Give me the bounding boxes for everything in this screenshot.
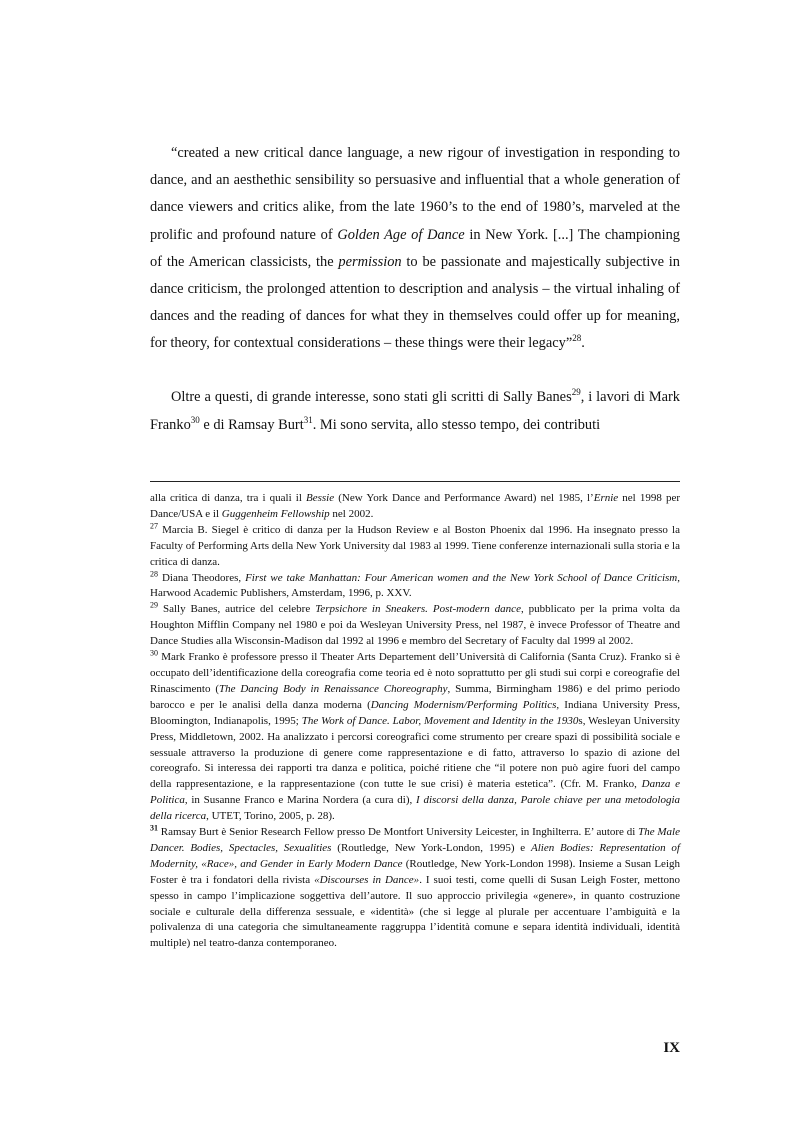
footnote-separator	[150, 481, 680, 482]
footnote-continuation	[150, 491, 680, 523]
footnote-italic: The Male Dancer. Bodies, Spectacles, Sexualities	[150, 826, 680, 854]
footnote-30	[150, 650, 680, 825]
paragraph-text: e di Ramsay Burt	[199, 417, 304, 433]
footnote-text: Diana Theodores,	[158, 571, 246, 584]
quote-italic-golden-age: Golden Age of Dance	[337, 226, 465, 243]
footnote-italic: Dancing Modernism/Performing Politics,	[370, 698, 560, 711]
footnote-text: Ramsay Burt è Senior Research Fellow presso De Montfort University Leicester, in Inghilterra. E’ autore di	[158, 826, 639, 839]
footnote-number: 27	[150, 521, 158, 531]
body-paragraph	[150, 383, 680, 439]
footnote-text: . I suoi testi, come quelli di Susan Leigh Foster, mettono spesso in campo l’implicazione soggettiva dell’autore. Il suo approccio privilegia «genere», in quanto costruzione sociale e culturale della differenza sessuale, e «identità» (che si legge al plurale per accentuare l’ambiguità e la polivalenza di una categoria che simultaneamente raggruppa l’identità comune e separa identità individuali, identità multiple) nel teatro-danza contemporaneo.	[150, 873, 681, 950]
footnote-ref-30[interactable]: 30	[190, 415, 200, 426]
footnote-text: nel 2002.	[329, 507, 374, 520]
footnote-text: , pubblicato per la prima volta da Houghton Mifflin Company nel 1980 e poi da Wesleyan University Press, nel 1987, è invece Professor of Theatre and Dance Studies alla Wisconsin-Madison dal 1992 al 1996 e membro del Secretary of Faculty dal 1999 al 2002.	[150, 603, 680, 648]
footnote-number: 29	[150, 600, 158, 610]
quote-text: “created a new critical dance language, a new rigour of investigation in responding to dance, and an aesthethic sensibility so persuasive and influential that a whole generation of dance viewers and critics alike, from the late 1960’s to the end of 1980’s, marveled at the prolific and profound nature of	[150, 145, 680, 243]
footnote-italic: The Work of Dance. Labor, Movement and Identity in the 1930	[301, 714, 579, 727]
footnote-text: , Summa, Birmingham 1986) e del primo periodo barocco e per le analisi della danza moderna (	[150, 682, 680, 711]
quote-text: .	[581, 335, 585, 352]
footnote-27	[150, 523, 680, 571]
footnote-text: Sally Banes, autrice del celebre	[158, 603, 316, 616]
footnote-29	[150, 602, 680, 650]
paragraph-text: , i lavori di Mark Franko	[150, 389, 681, 433]
paragraph-text: Oltre a questi, di grande interesse, sono stati gli scritti di Sally Banes	[171, 389, 572, 405]
footnote-text: alla critica di danza, tra i quali il	[150, 492, 306, 504]
footnote-italic: «Discourses in Dance»	[314, 873, 420, 886]
footnote-31	[150, 825, 680, 952]
page-number: IX	[663, 1040, 680, 1056]
footnote-ref-29[interactable]: 29	[571, 387, 581, 398]
footnote-text: s, Wesleyan University Press, Middletown, 2002. Ha analizzato i percorsi coreografici come strumento per creare spazi di possibilità sociale e sessuale attraverso la produzione di genere come rappresentazione e di fatto, attraverso lo spazio di azione del coreografo. Si interessa dei rapporti tra danza e politica, poiché ritiene che “il potere non può agire fuori del campo della rappresentazione, e la rappresentazione (con tutte le sue crisi) è materia estetica”. (Cfr. M. Franko,	[150, 714, 680, 791]
footnote-italic: Danza e Politica	[150, 778, 680, 807]
footnote-number: 31	[150, 823, 158, 833]
footnote-number: 28	[150, 568, 158, 578]
footnote-number: 30	[150, 648, 158, 658]
footnote-text: , Harwood Academic Publishers, Amsterdam, 1996, p. XXV.	[150, 571, 680, 600]
footnote-italic: Terpsichore in Sneakers. Post-modern dance	[315, 603, 521, 616]
footnote-ref-28[interactable]: 28	[572, 333, 582, 344]
footnote-text: nel 1998 per Dance/USA e il	[150, 492, 681, 520]
footnote-text: , UTET, Torino, 2005, p. 28).	[206, 810, 335, 823]
footnote-italic: Guggenheim Fellowship	[221, 507, 330, 520]
footnote-ref-31[interactable]: 31	[303, 415, 313, 426]
footnote-text: Indiana University Press, Bloomington, Indianapolis, 1995;	[150, 698, 680, 727]
footnote-text: Marcia B. Siegel è critico di danza per la Hudson Review e al Boston Phoenix dal 1996. Ha insegnato presso la Faculty of Performing Arts della New York University dal 1983 al 1999. Tiene conferenze internazionali sulla storia e la critica di danza.	[150, 523, 680, 568]
footnote-italic: I discorsi della danza, Parole chiave per una metodologia della ricerca	[150, 794, 680, 823]
footnote-italic: First we take Manhattan: Four American women and the New York School of Dance Criticism	[245, 571, 678, 584]
footnote-28	[150, 568, 680, 603]
paragraph-text: . Mi sono servita, allo stesso tempo, dei contributi	[312, 417, 601, 433]
footnote-text: , in Susanne Franco e Marina Nordera (a cura di),	[184, 794, 417, 807]
footnotes-section	[150, 491, 680, 952]
footnote-text: (New York Dance and Performance Award) nel 1985, l’	[334, 492, 594, 504]
quote-italic-permission: permission	[338, 253, 402, 270]
footnote-text: (Routledge, New York-London 1998). Insieme a Susan Leigh Foster è tra i fondatori della rivista	[150, 857, 680, 886]
block-quote	[150, 140, 680, 358]
footnote-text: (Routledge, New York-London, 1995) e	[331, 841, 531, 854]
quote-text: in New York. [...] The championing of the American classicists, the	[150, 226, 680, 270]
footnote-text: Mark Franko è professore presso il Theater Arts Departement dell’Università di California (Santa Cruz). Franko si è occupato dell’identificazione della coreografia come teoria ed è noto soprattutto per gli studi sui corpi e coreografie del Rinascimento (	[150, 651, 680, 695]
quote-text: to be passionate and majestically subjective in dance criticism, the prolonged attention to description and analysis – the virtual inhaling of dances and the reading of dances for what they in themselves could offer up for meaning, for theory, for contextual considerations – these things were their legacy”	[150, 253, 680, 352]
footnote-italic: Alien Bodies: Representation of Modernity, «Race», and Gender in Early Modern Dance	[150, 841, 680, 870]
footnote-italic: Bessie	[306, 492, 335, 504]
footnote-italic: Ernie	[593, 492, 619, 504]
footnote-italic: The Dancing Body in Renaissance Choreography	[219, 682, 448, 695]
